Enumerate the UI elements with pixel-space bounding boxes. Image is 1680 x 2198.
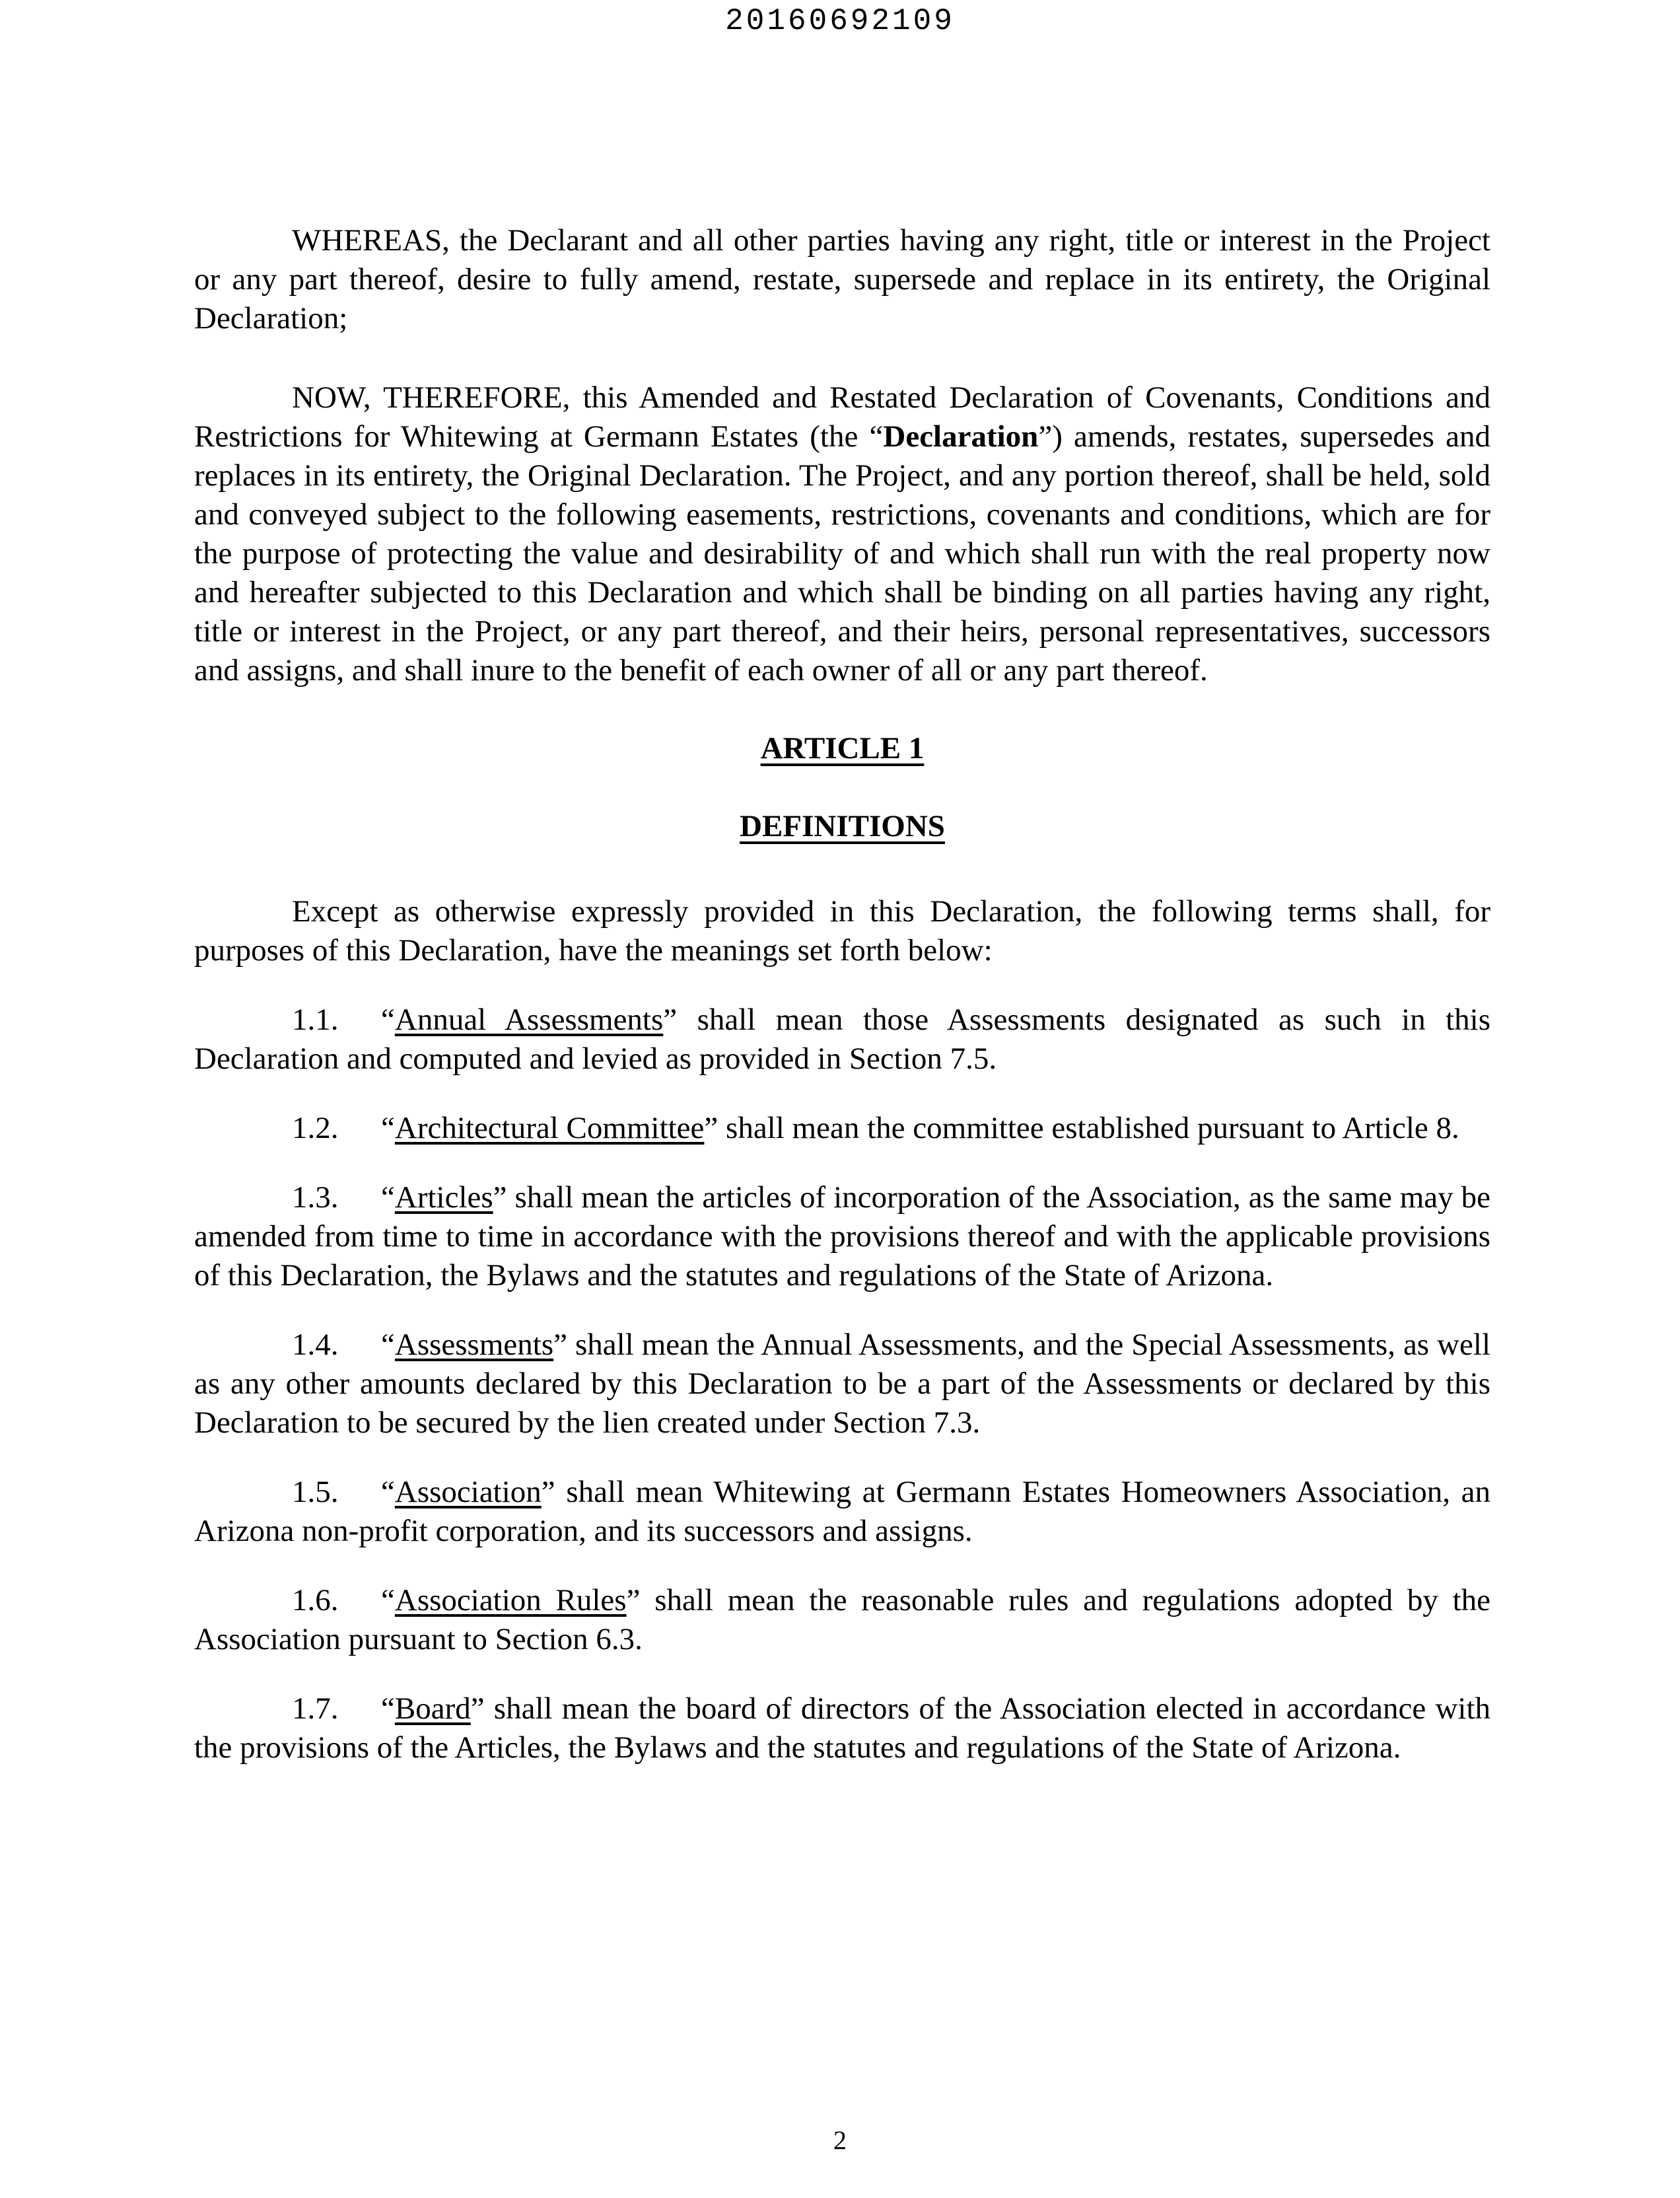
page-number: 2 bbox=[833, 2125, 847, 2155]
definition-item bbox=[194, 1178, 1490, 1295]
defined-term: Association bbox=[394, 1475, 542, 1509]
open-quote: “ bbox=[381, 1691, 395, 1726]
defined-term: Annual Assessments bbox=[394, 1003, 664, 1037]
open-quote: “ bbox=[381, 1583, 395, 1617]
definition-number: 1.1. bbox=[292, 1003, 339, 1037]
definition-item bbox=[194, 1581, 1490, 1659]
close-quote: ” bbox=[553, 1328, 567, 1362]
definition-text: shall mean those Assessments designated as such in this Declaration and computed and levied as provided in Section 7.5. bbox=[194, 1003, 1491, 1076]
now-therefore-paragraph bbox=[194, 378, 1490, 690]
defined-term: Articles bbox=[394, 1180, 493, 1215]
defined-term: Board bbox=[394, 1691, 471, 1726]
defined-term: Assessments bbox=[394, 1328, 554, 1362]
open-quote: “ bbox=[381, 1003, 395, 1037]
close-quote: ” bbox=[541, 1475, 555, 1509]
definition-text: shall mean Whitewing at Germann Estates Homeowners Association, an Arizona non-profit corporation, and its successors and assigns. bbox=[194, 1475, 1490, 1548]
close-quote: ” bbox=[663, 1003, 678, 1037]
close-quote: ” bbox=[493, 1180, 507, 1215]
open-quote: “ bbox=[381, 1111, 395, 1145]
close-quote: ” bbox=[704, 1111, 718, 1145]
definition-text: shall mean the articles of incorporation of the Association, as the same may be amended from time to time in accordance with the provisions thereof and with the applicable provisions of this Declaration, the Bylaws and the statutes and regulations of the State of Arizona. bbox=[194, 1180, 1490, 1293]
close-quote: ” bbox=[470, 1691, 485, 1726]
now-therefore-text-start: NOW, THEREFORE, this Amended and Restated Declaration of Covenants, Conditions and Restrictions for Whitewing at Germann Estates (the “ bbox=[194, 380, 1490, 454]
definition-number: 1.7. bbox=[292, 1691, 339, 1726]
open-quote: “ bbox=[381, 1475, 395, 1509]
definition-number: 1.5. bbox=[292, 1475, 339, 1509]
defined-term: Architectural Committee bbox=[394, 1111, 705, 1145]
definition-number: 1.6. bbox=[292, 1583, 339, 1617]
recording-number: 20160692109 bbox=[725, 4, 955, 38]
definition-item bbox=[194, 1326, 1490, 1442]
definition-text: shall mean the board of directors of the Association elected in accordance with the provisions of the Articles, the Bylaws and the statutes and regulations of the State of Arizona. bbox=[194, 1691, 1490, 1765]
declaration-defined-term: Declaration bbox=[883, 419, 1039, 454]
definition-item bbox=[194, 1109, 1490, 1148]
article-title-heading: DEFINITIONS bbox=[740, 809, 945, 843]
defined-term: Association Rules bbox=[394, 1583, 627, 1617]
definitions-intro: Except as otherwise expressly provided in this Declaration, the following terms shall, for purposes of this Declaration, have the meanings set forth below: bbox=[194, 894, 1490, 968]
article-number-heading: ARTICLE 1 bbox=[760, 731, 925, 765]
definition-text: shall mean the Annual Assessments, and the Special Assessments, as well as any other amounts declared by this Declaration to be a part of the Assessments or declared by this Declaration to be secured by the lien created under Section 7.3. bbox=[194, 1328, 1490, 1440]
open-quote: “ bbox=[381, 1180, 395, 1215]
document-body bbox=[194, 221, 1490, 1767]
definition-item bbox=[194, 1689, 1490, 1767]
definition-number: 1.4. bbox=[292, 1328, 339, 1362]
definition-text: shall mean the reasonable rules and regulations adopted by the Association pursuant to Section 6.3. bbox=[194, 1583, 1490, 1656]
close-quote: ” bbox=[626, 1583, 641, 1617]
now-therefore-text-end: ”) amends, restates, supersedes and replaces in its entirety, the Original Declaration. The Project, and any portion thereof, shall be held, sold and conveyed subject to the following easements, restrictions, covenants and conditions, which are for the purpose of protecting the value and desirability of and which shall run with the real property now and hereafter subjected to this Declaration and which shall be binding on all parties having any right, title or interest in the Project, or any part thereof, and their heirs, personal representatives, successors and assigns, and shall inure to the benefit of each owner of all or any part thereof. bbox=[194, 419, 1490, 688]
whereas-paragraph: WHEREAS, the Declarant and all other parties having any right, title or interest in the Project or any part thereof, desire to fully amend, restate, supersede and replace in its entirety, the Original Declaration; bbox=[194, 223, 1490, 336]
definition-number: 1.2. bbox=[292, 1111, 339, 1145]
open-quote: “ bbox=[381, 1328, 395, 1362]
definition-item bbox=[194, 1473, 1490, 1551]
definition-number: 1.3. bbox=[292, 1180, 339, 1215]
definition-text: shall mean the committee established pursuant to Article 8. bbox=[718, 1111, 1459, 1145]
definition-item bbox=[194, 1001, 1490, 1079]
